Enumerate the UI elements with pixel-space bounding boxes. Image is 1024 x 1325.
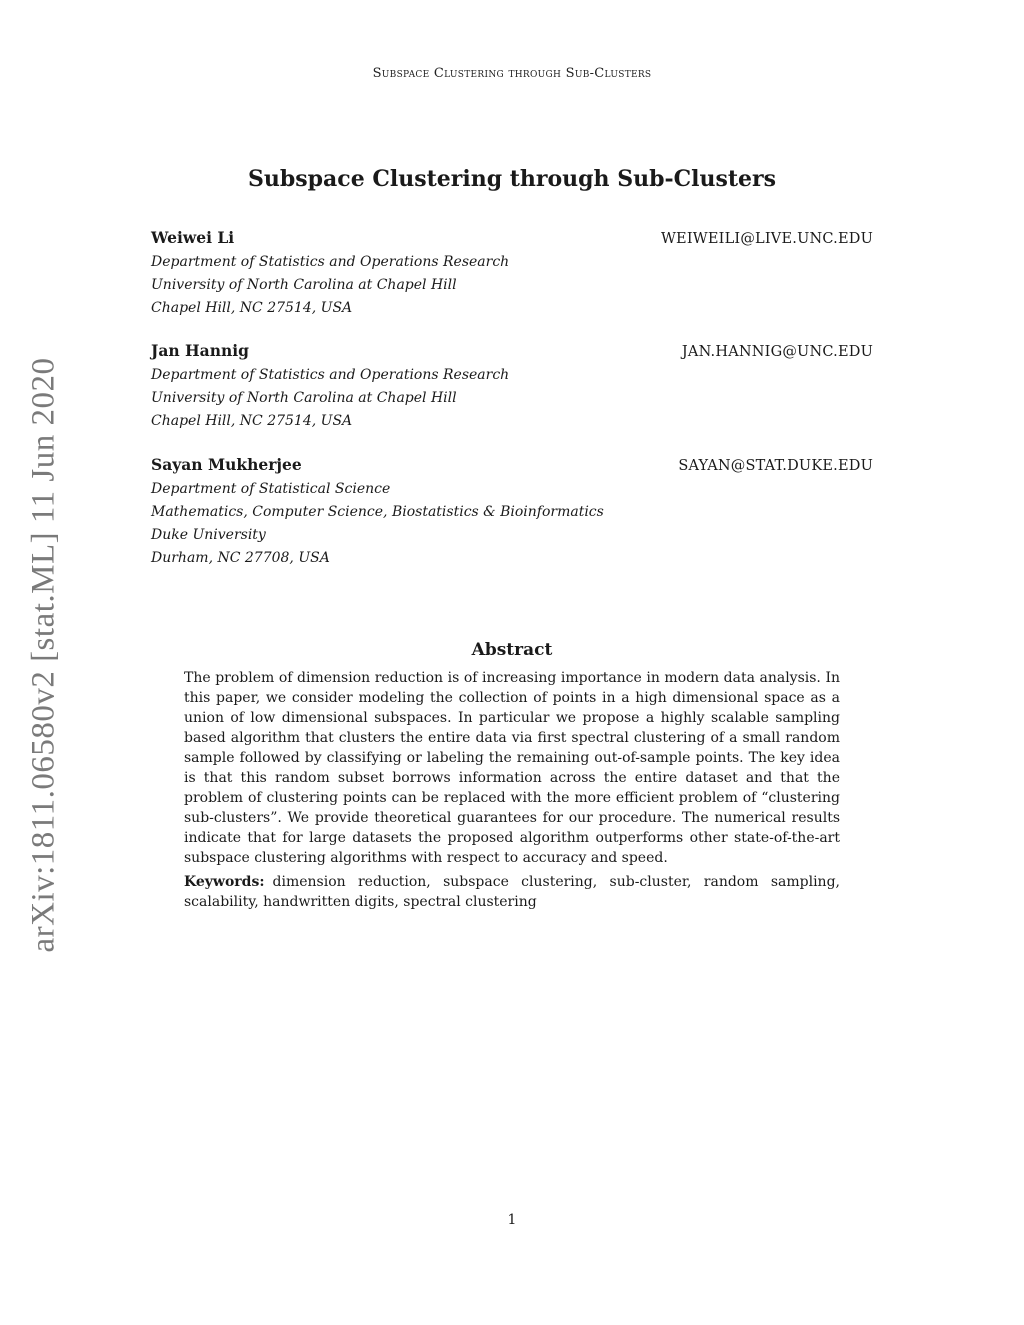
author-affiliation-line: Department of Statistics and Operations Research xyxy=(151,367,510,383)
author-affiliation-line: Department of Statistics and Operations Research xyxy=(151,254,510,270)
abstract-text: The problem of dimension reduction is of increasing importance in modern data analysis. In this paper, we consider modeling the collection of points in a high dimensional space as a union of low dimensional subspaces. In particular we propose a highly scalable sampling based algorithm that clusters the entire data via first spectral clustering of a small random sample followed by classifying or labeling the remaining out-of-sample points. The key idea is that this random subset borrows information across the entire dataset and that the problem of clustering points can be replaced with the more efficient problem of “clustering sub-clusters”. We provide theoretical guarantees for our procedure. The numerical results indicate that for large datasets the proposed algorithm outperforms other state-of-the-art subspace clustering algorithms with respect to accuracy and speed. xyxy=(184,670,840,866)
author-affiliation-line: University of North Carolina at Chapel Hill xyxy=(151,390,457,406)
author-affiliation-line: University of North Carolina at Chapel Hill xyxy=(151,277,457,293)
abstract-section xyxy=(184,668,840,912)
author-name: Jan Hannig xyxy=(151,341,249,360)
author-email: JAN.HANNIG@UNC.EDU xyxy=(681,344,873,360)
author-affiliation-line: Chapel Hill, NC 27514, USA xyxy=(151,413,353,429)
keywords-text: dimension reduction, subspace clustering, sub-cluster, random sampling, scalability, handwritten digits, spectral clustering xyxy=(184,874,840,910)
page-number: 1 xyxy=(507,1212,517,1228)
author-affiliation-line: Mathematics, Computer Science, Biostatistics & Bioinformatics xyxy=(151,504,604,520)
author-email: SAYAN@STAT.DUKE.EDU xyxy=(678,458,873,474)
author-affiliation-line: Duke University xyxy=(151,527,266,543)
author-name: Sayan Mukherjee xyxy=(151,455,302,474)
author-affiliation-line: Chapel Hill, NC 27514, USA xyxy=(151,300,353,316)
author-email: WEIWEILI@LIVE.UNC.EDU xyxy=(660,231,873,247)
author-block xyxy=(151,455,873,570)
running-head: Subspace Clustering through Sub-Clusters xyxy=(372,66,652,81)
keywords-label: Keywords: xyxy=(184,874,265,890)
author-name: Weiwei Li xyxy=(151,228,235,247)
author-affiliation-line: Department of Statistical Science xyxy=(151,481,391,497)
author-block xyxy=(151,341,873,433)
arxiv-identifier-stamp: arXiv:1811.06580v2 [stat.ML] 11 Jun 2020 xyxy=(25,357,62,953)
author-affiliation-line: Durham, NC 27708, USA xyxy=(151,550,330,566)
keywords-paragraph xyxy=(184,872,840,912)
author-block xyxy=(151,228,873,320)
paper-title: Subspace Clustering through Sub-Clusters xyxy=(248,166,776,192)
abstract-heading: Abstract xyxy=(471,640,553,660)
